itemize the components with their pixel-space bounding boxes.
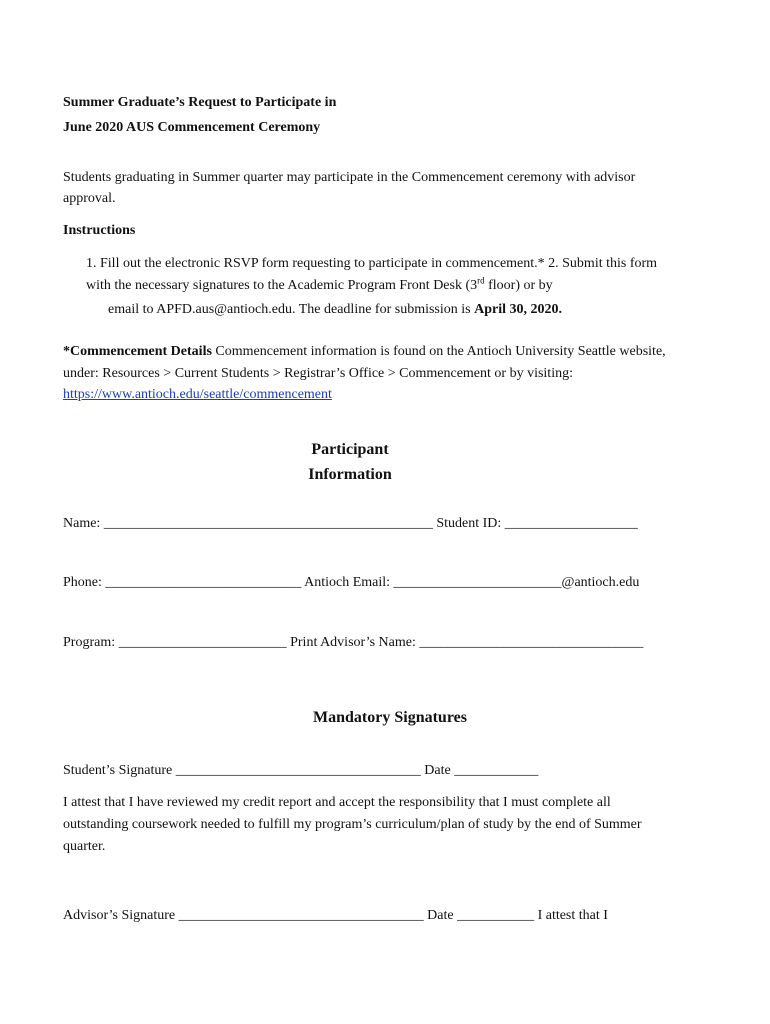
deadline-date: April 30, 2020. xyxy=(474,302,562,317)
name-field[interactable]: _______________________________________________ xyxy=(103,516,433,531)
details-link-line xyxy=(63,387,332,403)
program-label: Program: xyxy=(63,635,119,650)
instructions-line-2-tail: floor) or by xyxy=(484,278,553,293)
details-line-2: under: Resources > Current Students > Registrar’s Office > Commencement or by visiting: xyxy=(63,366,573,381)
student-date-field[interactable]: ____________ xyxy=(454,763,539,778)
intro-line-2: approval. xyxy=(63,191,116,206)
advisor-name-field[interactable]: ________________________________ xyxy=(419,635,644,650)
instructions-line-3-text: email to APFD.aus@antioch.edu. The deadline for submission is xyxy=(108,302,475,317)
student-id-field[interactable]: ___________________ xyxy=(504,516,638,531)
advisor-date-label: Date xyxy=(423,908,458,923)
antioch-email-field[interactable]: ________________________ xyxy=(393,575,562,590)
instructions-heading: Instructions xyxy=(63,223,136,238)
student-attest-line-3: quarter. xyxy=(63,839,106,854)
student-date-label: Date xyxy=(420,763,455,778)
program-field[interactable]: ________________________ xyxy=(118,635,287,650)
antioch-email-label: Antioch Email: xyxy=(301,575,394,590)
document-title-line-1: Summer Graduate’s Request to Participate in xyxy=(63,95,337,110)
ordinal-suffix: rd xyxy=(477,275,485,286)
student-attest-line-2: outstanding coursework needed to fulfill my program’s curriculum/plan of study by the end of Summer xyxy=(63,817,642,832)
advisor-signature-row xyxy=(63,908,608,924)
student-id-label: Student ID: xyxy=(432,516,505,531)
student-signature-row xyxy=(63,763,538,779)
email-domain-suffix: @antioch.edu xyxy=(561,575,640,590)
instructions-line-1: 1. Fill out the electronic RSVP form requesting to participate in commencement.* 2. Submit this form xyxy=(86,256,658,271)
advisor-date-field[interactable]: ___________ xyxy=(457,908,535,923)
program-row xyxy=(63,635,643,651)
advisor-signature-field[interactable]: ___________________________________ xyxy=(178,908,424,923)
student-signature-field[interactable]: ___________________________________ xyxy=(175,763,421,778)
instructions-line-3 xyxy=(108,302,562,318)
commencement-link[interactable]: https://www.antioch.edu/seattle/commencement xyxy=(63,387,332,402)
participant-heading-line-1: Participant xyxy=(311,441,389,458)
name-label: Name: xyxy=(63,516,104,531)
details-label: *Commencement Details xyxy=(63,344,212,359)
advisor-signature-label: Advisor’s Signature xyxy=(63,908,179,923)
student-attest-line-1: I attest that I have reviewed my credit report and accept the responsibility that I must complete all xyxy=(63,795,611,810)
student-signature-label: Student’s Signature xyxy=(63,763,176,778)
document-title-line-2: June 2020 AUS Commencement Ceremony xyxy=(63,120,321,135)
name-row xyxy=(63,516,638,532)
intro-line-1: Students graduating in Summer quarter may participate in the Commencement ceremony with advisor xyxy=(63,170,636,185)
phone-field[interactable]: ____________________________ xyxy=(105,575,302,590)
instructions-line-2 xyxy=(86,275,553,294)
phone-row xyxy=(63,575,639,591)
participant-heading-line-2: Information xyxy=(308,466,392,483)
phone-label: Phone: xyxy=(63,575,106,590)
details-line-1 xyxy=(63,344,666,360)
advisor-attest-start: I attest that I xyxy=(534,908,608,923)
advisor-name-label: Print Advisor’s Name: xyxy=(286,635,420,650)
details-line-1-text: Commencement information is found on the Antioch University Seattle website, xyxy=(211,344,666,359)
signatures-heading: Mandatory Signatures xyxy=(313,709,467,726)
instructions-line-2-text: with the necessary signatures to the Academic Program Front Desk (3 xyxy=(86,278,478,293)
